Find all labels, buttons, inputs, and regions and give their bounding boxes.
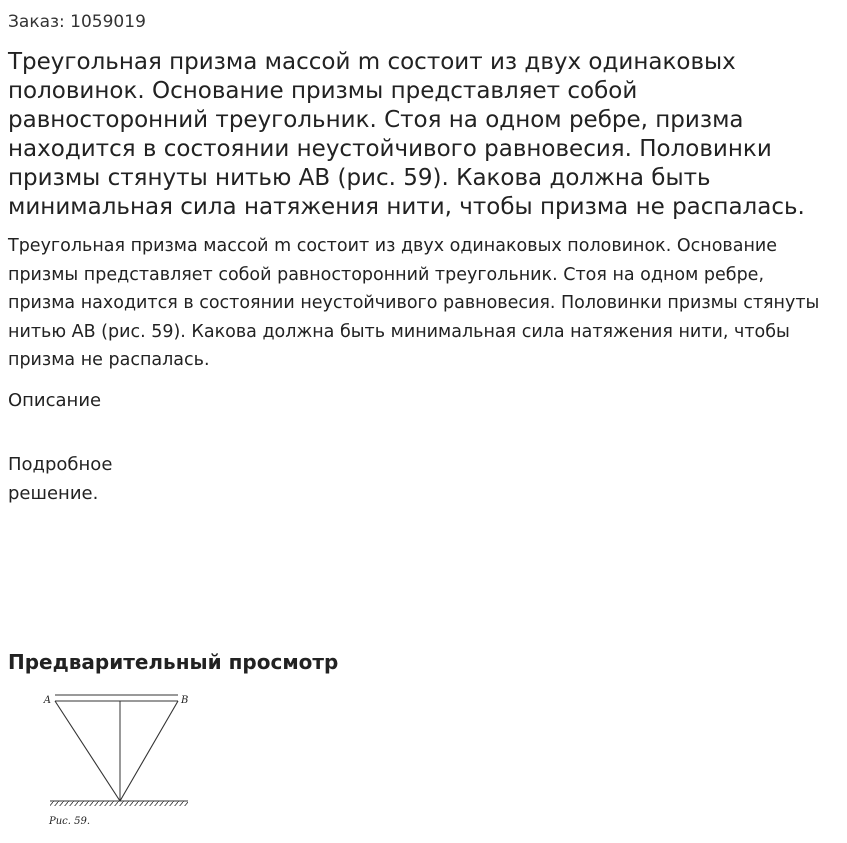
- preview-heading: Предварительный просмотр: [8, 650, 339, 674]
- preview-figure: [38, 688, 198, 833]
- prism-right-side: [120, 701, 178, 801]
- figure-caption: Рис. 59.: [49, 816, 91, 827]
- prism-left-side: [55, 701, 120, 801]
- label-b: B: [181, 695, 189, 706]
- task-body: Треугольная призма массой m состоит из двух одинаковых половинок. Основание призмы представляет собой равносторонний треугольник. Стоя на одном ребре, призма находится в состоянии неустойчивого равновесия. Половинки призмы стянуты нитью АВ (рис. 59). Какова должна быть минимальная сила натяжения нити, чтобы призма не распалась.: [8, 236, 820, 370]
- ground-hatching: [50, 801, 188, 806]
- task-title: Треугольная призма массой m состоит из двух одинаковых половинок. Основание призмы представляет собой равносторонний треугольник. Стоя на одном ребре, призма находится в состоянии неустойчивого равновесия. Половинки призмы стянуты нитью АВ (рис. 59). Какова должна быть минимальная сила натяжения нити, чтобы призма не распалась.: [8, 49, 805, 220]
- description-text: Подробное решение.: [8, 454, 113, 504]
- label-a: A: [43, 695, 51, 706]
- description-heading: Описание: [8, 390, 102, 411]
- prism-diagram: [38, 688, 198, 833]
- order-number: Заказ: 1059019: [8, 12, 146, 32]
